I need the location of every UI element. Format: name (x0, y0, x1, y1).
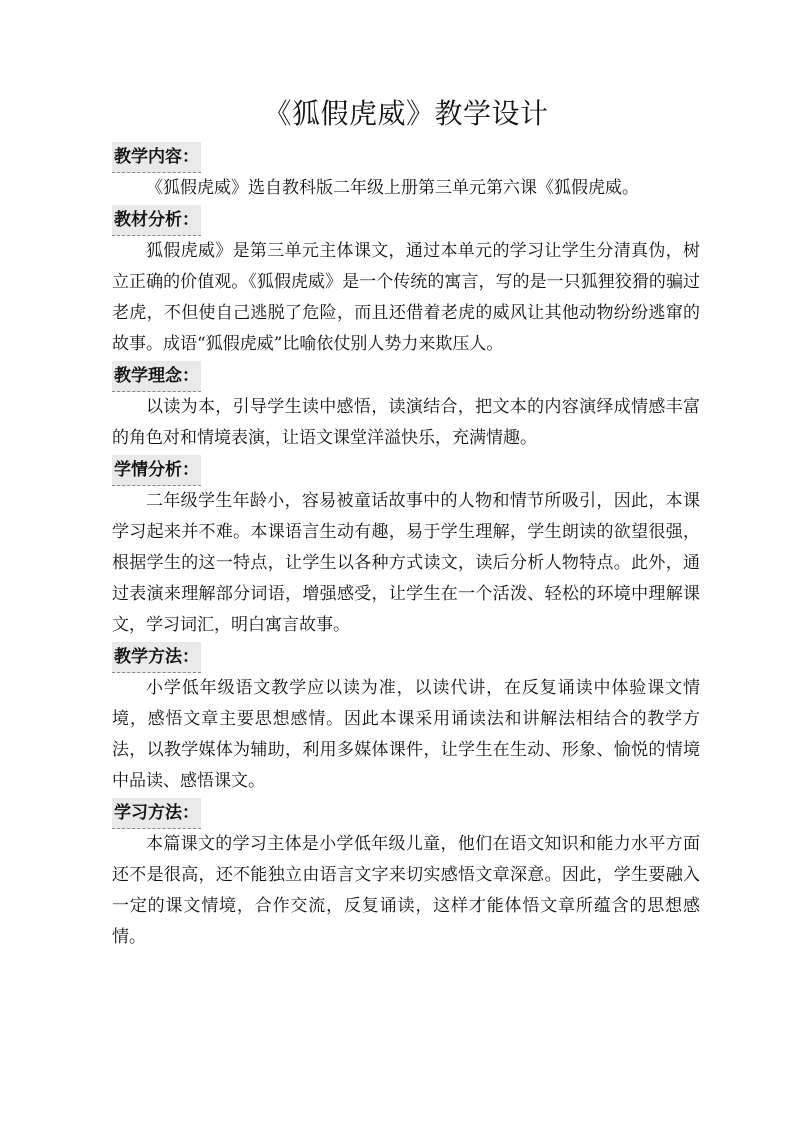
section-teaching-philosophy (112, 361, 700, 454)
section-learning-methods (112, 798, 700, 953)
section-heading: 教材分析： (112, 205, 201, 236)
section-teaching-content (112, 142, 700, 204)
document-title: 《狐假虎威》教学设计 (263, 97, 549, 130)
section-body: 以读为本，引导学生读中感悟，读演结合，把文本的内容演绎成情感丰富的角色对和情境表演，让语文课堂洋溢快乐，充满情趣。 (112, 397, 700, 448)
section-body: 本篇课文的学习主体是小学低年级儿童，他们在语文知识和能力水平方面还不是很高，还不能独立由语言文字来切实感悟文章深意。因此，学生要融入一定的课文情境，合作交流，反复诵读，这样才能体悟文章所蕴含的思想感情。 (112, 834, 700, 947)
section-material-analysis (112, 205, 700, 360)
section-body: 狐假虎威》是第三单元主体课文，通过本单元的学习让学生分清真伪，树立正确的价值观。《狐假虎威》是一个传统的寓言，写的是一只狐狸狡猾的骗过老虎，不但使自己逃脱了危险，而且还借着老虎的威风让其他动物纷纷逃窜的故事。成语“狐假虎威”比喻依仗别人势力来欺压人。 (112, 241, 700, 354)
section-body: 《狐假虎威》选自教科版二年级上册第三单元第六课《狐假虎威。 (146, 178, 639, 198)
section-body: 小学低年级语文教学应以读为准，以读代讲，在反复诵读中体验课文情境，感悟文章主要思想感情。因此本课采用诵读法和讲解法相结合的教学方法，以教学媒体为辅助，利用多媒体课件，让学生在生动、形象、愉悦的情境中品读、感悟课文。 (112, 678, 700, 791)
section-heading: 教学理念： (112, 361, 201, 392)
section-heading: 学情分析： (112, 455, 201, 486)
section-heading: 教学方法： (112, 642, 201, 673)
section-body: 二年级学生年龄小，容易被童话故事中的人物和情节所吸引，因此，本课学习起来并不难。本课语言生动有趣，易于学生理解，学生朗读的欲望很强，根据学生的这一特点，让学生以各种方式读文，读后分析人物特点。此外，通过表演来理解部分词语，增强感受，让学生在一个活泼、轻松的环境中理解课文，学习词汇，明白寓言故事。 (112, 491, 700, 635)
document-page (112, 92, 700, 954)
section-teaching-methods (112, 642, 700, 797)
section-student-analysis (112, 455, 700, 641)
section-heading: 教学内容： (112, 142, 201, 173)
section-heading: 学习方法： (112, 798, 201, 829)
